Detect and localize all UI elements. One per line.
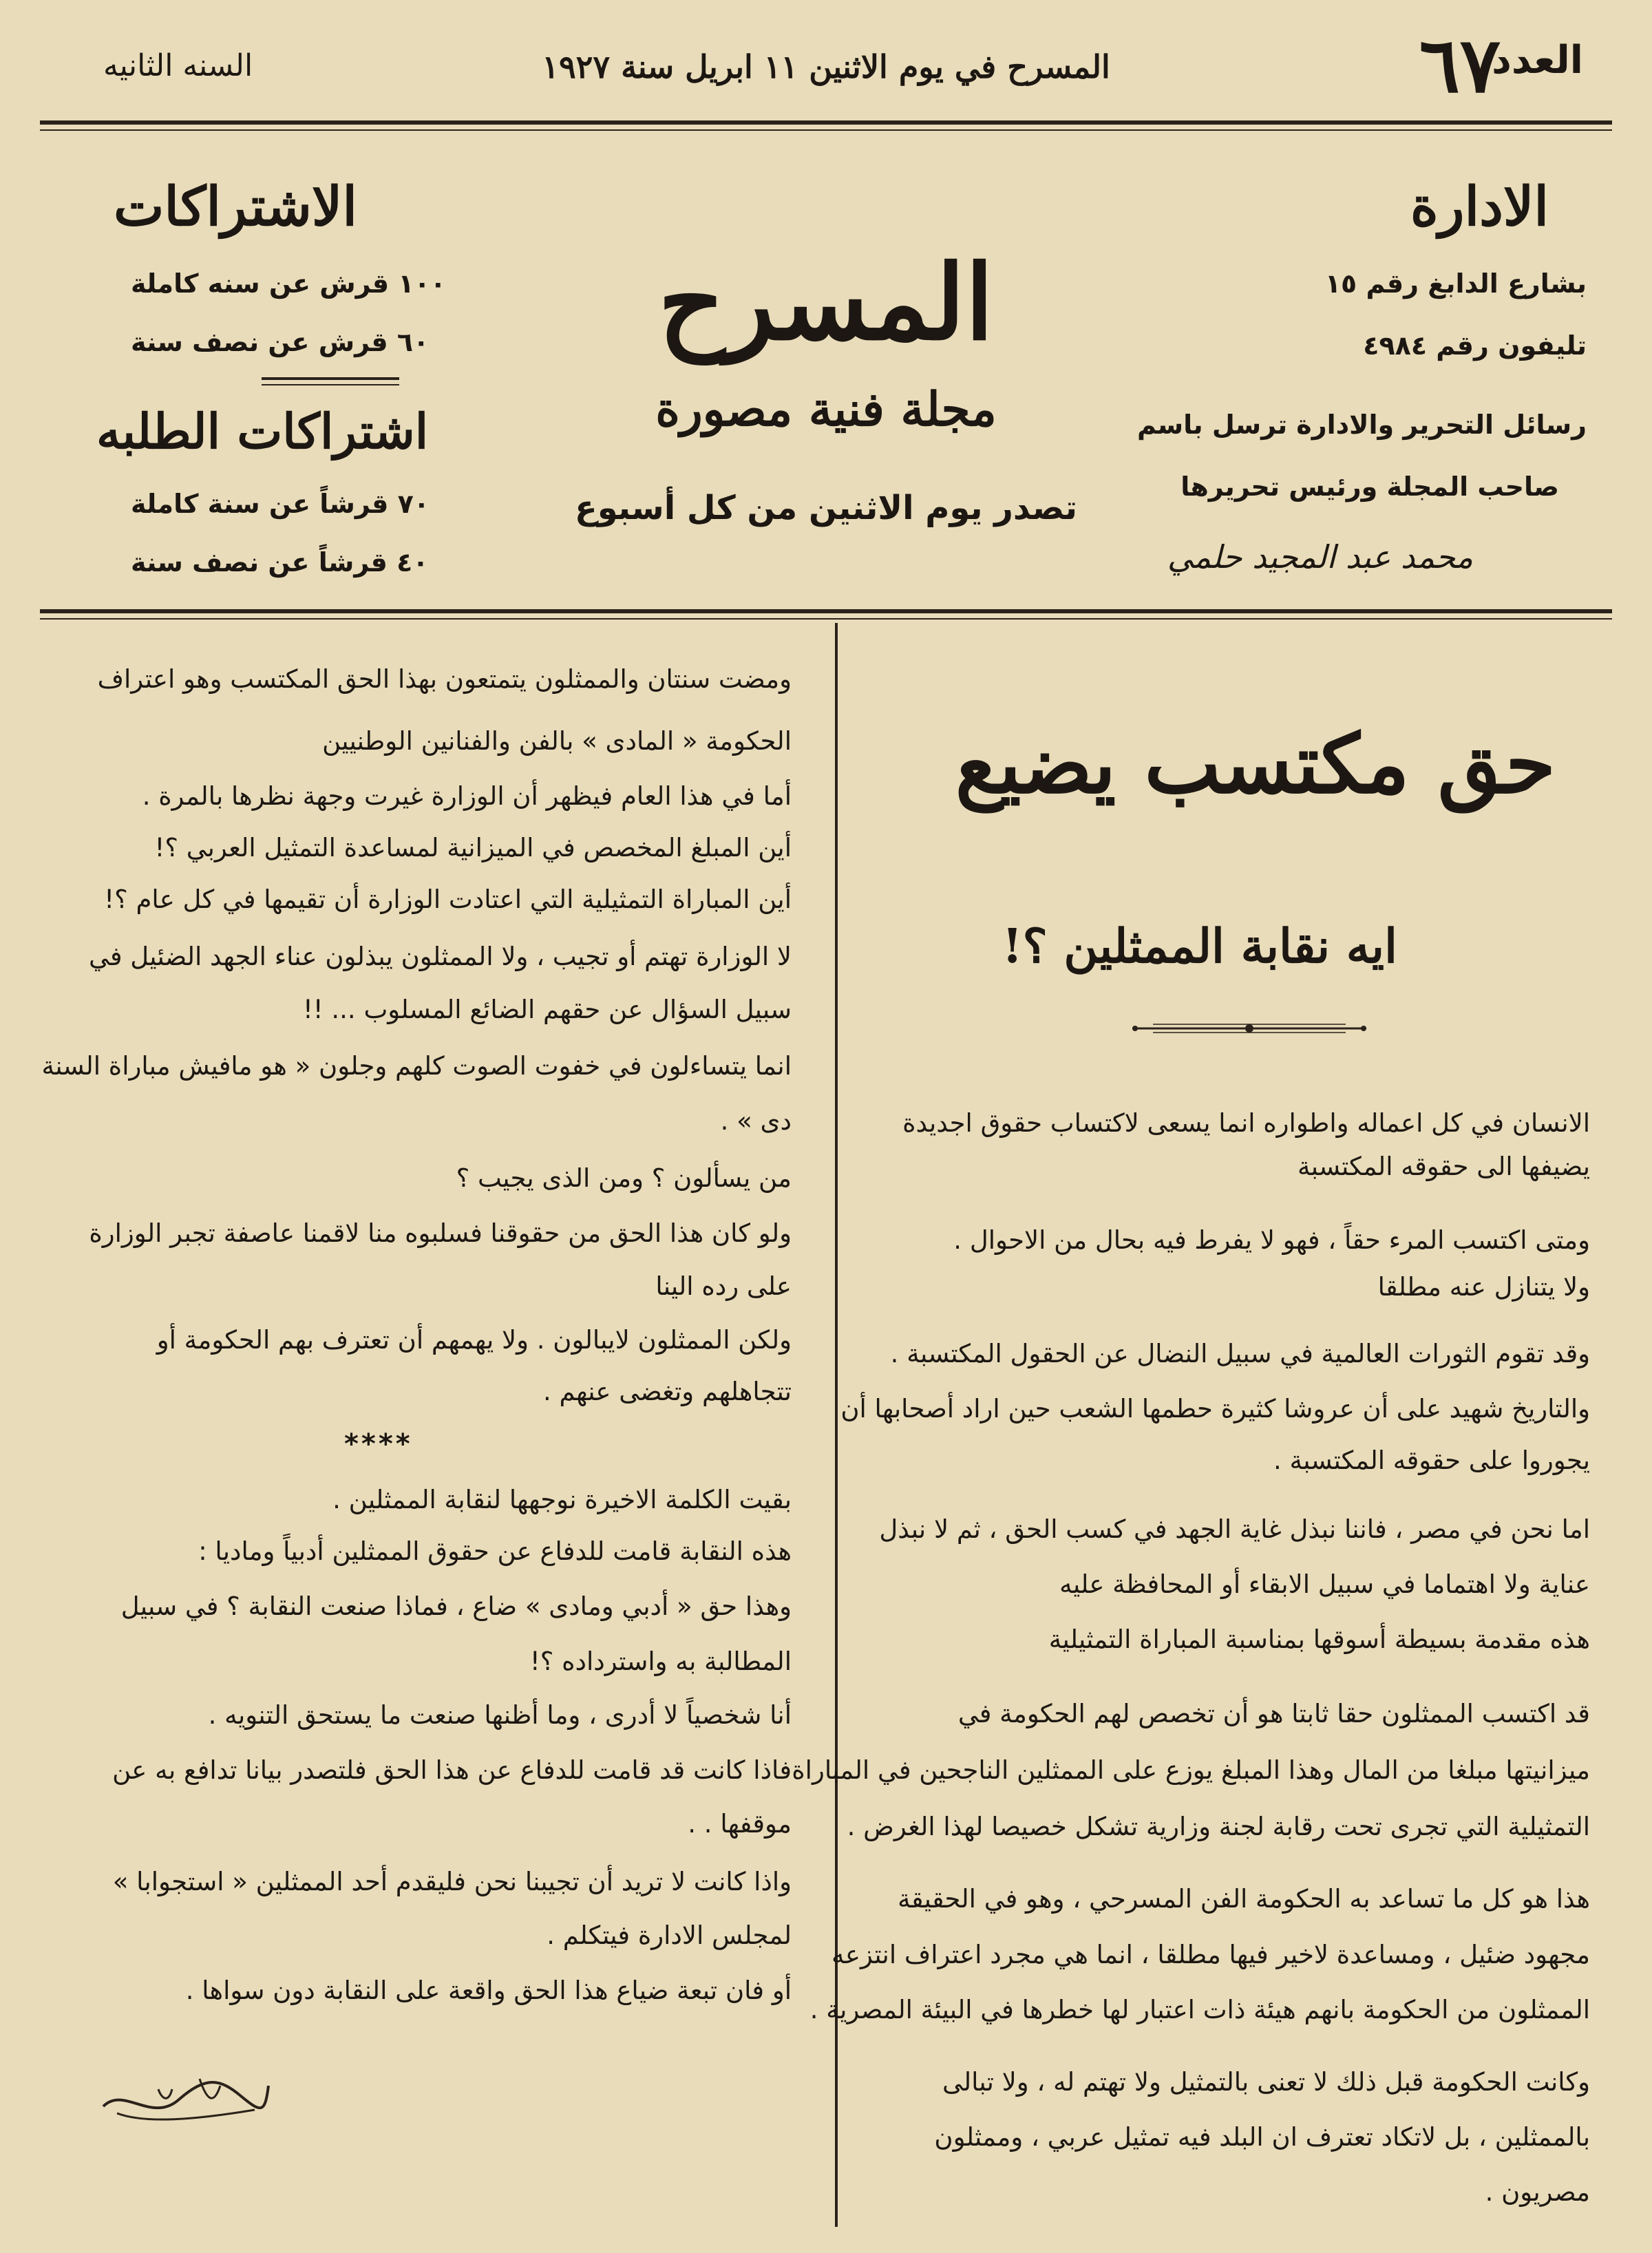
author-signature [96, 2058, 275, 2134]
subscription-year: ١٠٠ قرش عن سنه كاملة [131, 268, 446, 299]
admin-title: الادارة [1410, 176, 1549, 238]
ornament-divider [1125, 1017, 1373, 1039]
paragraph-line: أو فان تبعة ضياع هذا الحق واقعة على النقابة دون سواها . [185, 1976, 792, 2005]
subscriptions-divider [262, 377, 399, 380]
admin-phone: تليفون رقم ٤٩٨٤ [1363, 330, 1587, 361]
paragraph-line: يجوروا على حقوقه المكتسبة . [1273, 1446, 1590, 1475]
paragraph-line: دى » . [720, 1106, 792, 1136]
paragraph-line: قد اكتسب الممثلون حقا ثابتا هو أن تخصص لهم الحكومة في [957, 1699, 1590, 1728]
paragraph-line: لمجلس الادارة فيتكلم . [547, 1921, 792, 1950]
paragraph-line: اما نحن في مصر ، فاننا نبذل غاية الجهد في كسب الحق ، ثم لا نبذل [879, 1514, 1590, 1544]
publication-schedule: تصدر يوم الاثنين من كل أسبوع [575, 489, 1077, 527]
paragraph-line: ميزانيتها مبلغا من المال وهذا المبلغ يوزع على الممثلين الناجحين في المباراة [792, 1755, 1590, 1785]
paragraph-line: ولو كان هذا الحق من حقوقنا فسلبوه منا لاقمنا عاصفة تجبر الوزارة [89, 1218, 792, 1248]
paragraph-line: سبيل السؤال عن حقهم الضائع المسلوب ... !! [302, 995, 792, 1024]
paragraph-line: وكانت الحكومة قبل ذلك لا تعنى بالتمثيل ولا تهتم له ، ولا تبالى [942, 2067, 1590, 2097]
paragraph-line: مجهود ضئيل ، ومساعدة لاخير فيها مطلقا ، انما هي مجرد اعتراف انتزعه [832, 1940, 1590, 1969]
paragraph-line: ومضت سنتان والممثلون يتمتعون بهذا الحق المكتسب وهو اعتراف [97, 664, 792, 694]
paragraph-line: لا الوزارة تهتم أو تجيب ، ولا الممثلون يبذلون عناء الجهد الضئيل في [88, 942, 792, 971]
paragraph-line: انما يتساءلون في خفوت الصوت كلهم وجلون « هو مافيش مباراة السنة [41, 1051, 792, 1081]
paragraph-line: الانسان في كل اعماله واطواره انما يسعى لاكتساب حقوق اجديدة [902, 1108, 1590, 1138]
subscription-half-year: ٦٠ قرش عن نصف سنة [131, 327, 430, 357]
article-subheadline: ايه نقابة الممثلين ؟! [1002, 919, 1397, 974]
paragraph-line: ولكن الممثلون لايبالون . ولا يهمهم أن تعترف بهم الحكومة أو [156, 1325, 792, 1355]
subscriptions-title: الاشتراكات [114, 176, 358, 238]
paragraph-line: ومتى اكتسب المرء حقاً ، فهو لا يفرط فيه بحال من الاحوال . [953, 1225, 1590, 1255]
paragraph-line: الممثلون من الحكومة بانهم هيئة ذات اعتبار لها خطرها في البيئة المصرية . [809, 1995, 1590, 2024]
magazine-title: المسرح [658, 242, 994, 363]
paragraph-line: هذه النقابة قامت للدفاع عن حقوق الممثلين أدبياً وماديا : [198, 1536, 792, 1566]
paragraph-line: يضيفها الى حقوقه المكتسبة [1297, 1152, 1590, 1181]
student-subscription-half-year: ٤٠ قرشاً عن نصف سنة [131, 547, 429, 578]
paragraph-line: المطالبة به واسترداده ؟! [529, 1647, 792, 1676]
owner-name: محمد عبد المجيد حلمي [1167, 538, 1473, 575]
paragraph-line: هذه مقدمة بسيطة أسوقها بمناسبة المباراة التمثيلية [1048, 1625, 1590, 1654]
paragraph-line: وهذا حق « أدبي ومادى » ضاع ، فماذا صنعت النقابة ؟ في سبيل [120, 1591, 792, 1621]
top-rule [40, 120, 1612, 125]
paragraph-line: عناية ولا اهتماما في سبيل الابقاء أو المحافظة عليه [1059, 1569, 1590, 1599]
paragraph-line: وقد تقوم الثورات العالمية في سبيل النضال عن الحقول المكتسبة . [890, 1339, 1590, 1368]
paragraph-line: بالممثلين ، بل لاتكاد تعترف ان البلد فيه تمثيل عربي ، وممثلون [934, 2122, 1590, 2152]
subscriptions-divider-thin [262, 384, 399, 385]
paragraph-line: تتجاهلهم وتغضى عنهم . [543, 1377, 792, 1406]
masthead-bottom-rule [40, 609, 1612, 613]
admin-address: بشارع الدابغ رقم ١٥ [1324, 268, 1587, 299]
paragraph-line: هذا هو كل ما تساعد به الحكومة الفن المسرحي ، وهو في الحقيقة [898, 1884, 1590, 1914]
section-separator: **** [344, 1428, 413, 1460]
paragraph-line: أين المباراة التمثيلية التي اعتادت الوزارة أن تقيمها في كل عام ؟! [104, 885, 792, 914]
year-label: السنه الثانيه [103, 48, 253, 83]
student-subscription-year: ٧٠ قرشاً عن سنة كاملة [131, 489, 430, 519]
student-subscriptions-title: اشتراكات الطلبه [96, 403, 429, 460]
masthead-bottom-rule-thin [40, 618, 1612, 620]
paragraph-line: ولا يتنازل عنه مطلقا [1377, 1272, 1590, 1302]
paragraph-line: فاذا كانت قد قامت للدفاع عن هذا الحق فلتصدر بيانا تدافع به عن [112, 1755, 792, 1785]
column-divider [835, 623, 838, 2227]
paragraph-line: موقفها . . [688, 1809, 792, 1839]
article-headline: حق مكتسب يضيع [955, 716, 1556, 812]
top-rule-thin [40, 129, 1612, 131]
magazine-subtitle: مجلة فنية مصورة [655, 382, 997, 437]
paragraph-line: أين المبلغ المخصص في الميزانية لمساعدة التمثيل العربي ؟! [154, 833, 792, 863]
paragraph-line: الحكومة « المادى » بالفن والفنانين الوطنيين [322, 726, 792, 756]
paragraph-line: أنا شخصياً لا أدرى ، وما أظنها صنعت ما يستحق التنويه . [208, 1700, 792, 1730]
dateline: المسرح في يوم الاثنين ١١ ابريل سنة ١٩٢٧ [542, 48, 1110, 85]
paragraph-line: والتاريخ شهيد على أن عروشا كثيرة حطمها الشعب حين اراد أصحابها أن [840, 1394, 1590, 1424]
paragraph-line: مصريون . [1485, 2177, 1590, 2207]
admin-correspondence: رسائل التحرير والادارة ترسل باسم [1136, 410, 1587, 440]
issue-label: العدد [1492, 38, 1583, 83]
paragraph-line: التمثيلية التي تجرى تحت رقابة لجنة وزارية تشكل خصيصا لهذا الغرض . [847, 1812, 1590, 1841]
paragraph-line: على رده الينا [655, 1271, 792, 1301]
paragraph-line: بقيت الكلمة الاخيرة نوجهها لنقابة الممثلين . [332, 1485, 792, 1514]
paragraph-line: واذا كانت لا تريد أن تجيبنا نحن فليقدم أحد الممثلين « استجوابا » [112, 1867, 792, 1896]
admin-owner-title: صاحب المجلة ورئيس تحريرها [1180, 472, 1559, 502]
paragraph-line: من يسألون ؟ ومن الذى يجيب ؟ [456, 1163, 792, 1193]
issue-number: ٦٧ [1419, 21, 1501, 109]
paragraph-line: أما في هذا العام فيظهر أن الوزارة غيرت وجهة نظرها بالمرة . [142, 781, 792, 811]
